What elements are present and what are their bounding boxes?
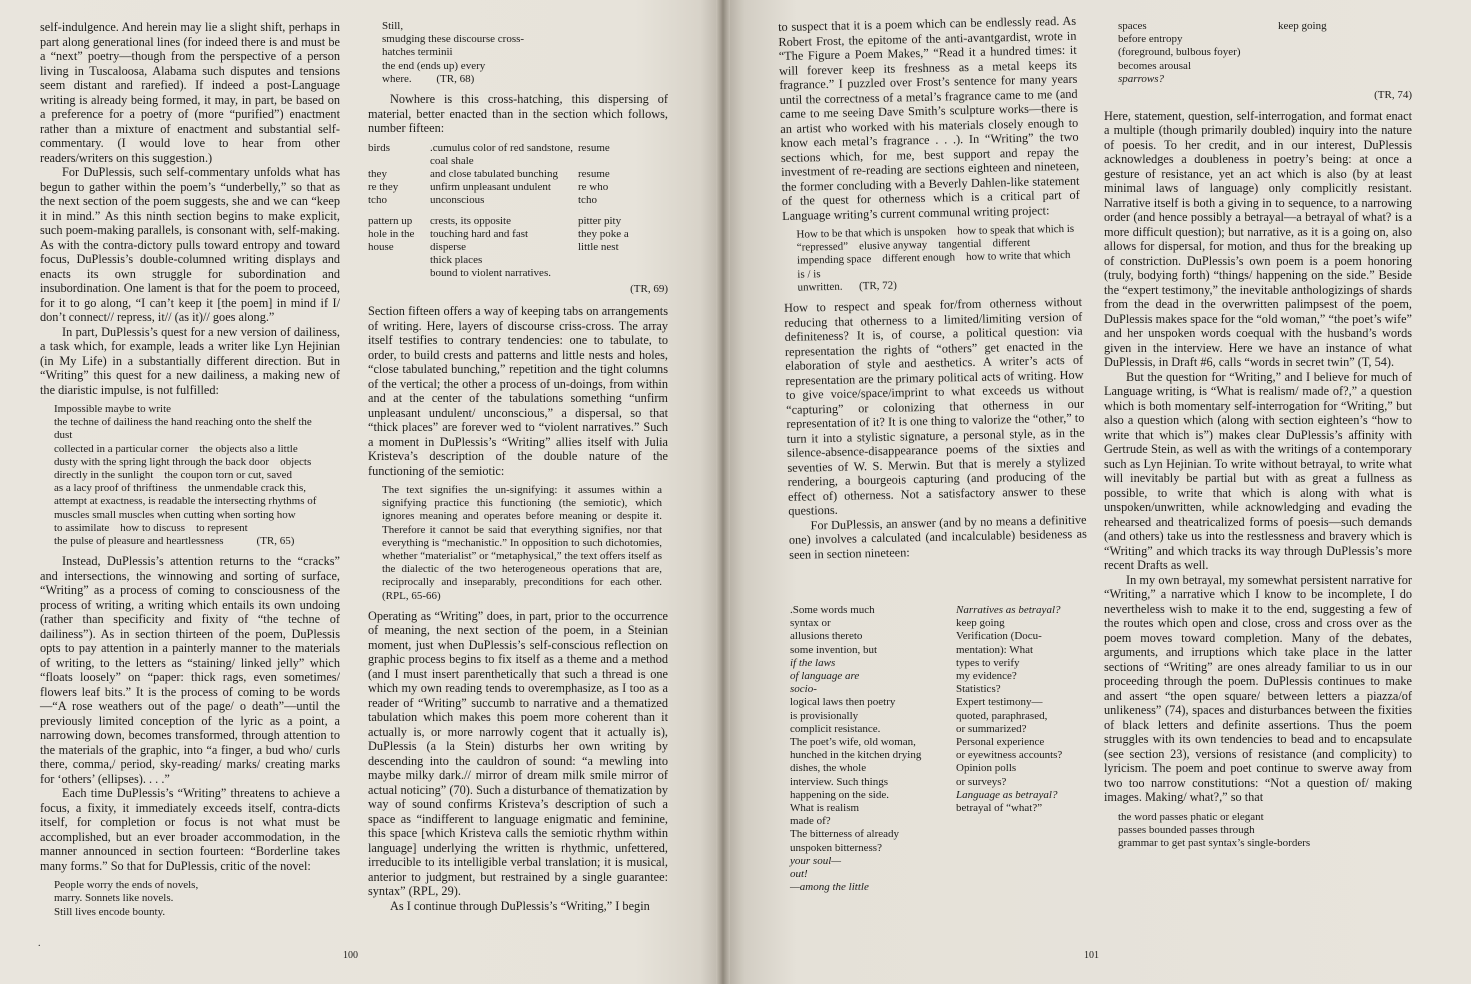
grid-cell: pattern up bbox=[368, 214, 413, 227]
poem-line: hunched in the kitchen drying bbox=[790, 749, 922, 762]
poem-line: or eyewitness accounts? bbox=[956, 749, 1063, 762]
poem-line: complicit resistance. bbox=[790, 722, 881, 735]
poem-line: to assimilate how to discuss to represent bbox=[54, 521, 248, 534]
poem-line: smudging these discourse cross- bbox=[382, 33, 525, 46]
poem-line: dusty with the spring light through the back door objects bbox=[54, 455, 312, 468]
poem-line: Narratives as betrayal? bbox=[956, 604, 1061, 616]
right-page-column-2 bbox=[1104, 20, 1412, 856]
poem-line: The bitterness of already bbox=[790, 828, 900, 841]
grid-cell bbox=[578, 267, 648, 280]
poem-line: (foreground, bulbous foyer) bbox=[1118, 46, 1241, 59]
poem-excerpt bbox=[1118, 811, 1412, 851]
poem-line: sparrows? bbox=[1118, 72, 1165, 85]
grid-cell: resume bbox=[578, 141, 610, 154]
poem-line: Impossible maybe to write bbox=[54, 403, 172, 415]
grid-cell: they bbox=[368, 167, 387, 180]
paragraph: How to respect and speak for/from otherness without reducing that otherness to a limited/limiting version of definiteness? It is, of course, a political question: via representation the rights of “others” get enacted in the elaboration of style and aesthetics. A writer’s acts of representation are the primary political acts of writing. How to give voice/space/imprint to what exceeds us without “capturing” or colonizing that otherness in our representation of it? It is one thing to valorize the “other,” to turn it into a stylistic signature, a personal style, as in the silence-absence-disappearance poems of the sixties and seventies of W. S. Merwin. But that is merely a stylized rendering, a bourgeois capturing (and producing of the effect of) otherness. Not a satisfactory answer to these questions. bbox=[783, 294, 1087, 518]
poem-excerpt bbox=[1118, 20, 1412, 86]
grid-cell: they poke a bbox=[578, 227, 629, 240]
poem-line: The poet’s wife, old woman, bbox=[790, 736, 916, 749]
poem-line: allusions thereto bbox=[790, 630, 863, 643]
citation: (TR, 74) bbox=[1374, 89, 1412, 102]
poem-line: attempt at exactness, is readable the intersecting rhythms of bbox=[54, 495, 317, 508]
grid-cell: house bbox=[368, 240, 394, 253]
poem-line: happening on the side. bbox=[790, 788, 889, 801]
page-number: 101 bbox=[1084, 950, 1099, 961]
poem-line: syntax or bbox=[790, 617, 831, 630]
poem-line: Verification (Docu- bbox=[956, 630, 1042, 643]
grid-cell bbox=[368, 267, 430, 280]
poem-line: is / is bbox=[797, 267, 821, 281]
grid-cell: re who bbox=[578, 180, 609, 193]
poem-line: socio- bbox=[790, 683, 817, 696]
poem-line: the word passes phatic or elegant bbox=[1118, 810, 1264, 823]
grid-cell: bound to violent narratives. bbox=[430, 266, 551, 279]
poem-left-column bbox=[790, 604, 950, 894]
poem-line: dust bbox=[54, 429, 73, 442]
poem-excerpt bbox=[54, 879, 340, 919]
grid-cell: unconscious bbox=[430, 193, 485, 206]
grid-cell: resume bbox=[578, 167, 610, 180]
grid-cell: tcho bbox=[578, 193, 597, 206]
poem-line: “repressed” elusive anyway tangential different bbox=[796, 236, 1031, 254]
poem-line: marry. Sonnets like novels. bbox=[54, 892, 174, 905]
paragraph: As I continue through DuPlessis’s “Writing,” I begin bbox=[390, 898, 650, 913]
poem-line: out! bbox=[790, 868, 808, 881]
poem-line: betrayal of “what?” bbox=[956, 802, 1043, 815]
page-number: 100 bbox=[343, 950, 358, 961]
poem-line: How to be that which is unspoken how to speak that which is bbox=[796, 222, 1075, 241]
paragraph: Here, statement, question, self-interrogation, and format enact a multiple (though primarily doubled) inquiry into the nature of poesis. To her credit, and in our interest, DuPlessis acknowledges a doubleness in poetry’s being: at once a gesture of resistance, yet an act which is also (by at least minimal laws of language) only complicitly resistant. Narrative itself is both a giving in to sequence, to a narrowing order (and hence possibly a betrayal—a betrayal of what? is a more difficult question); but narrative, as it is a going on, also allows for dispersal, for motion, and thus for the breaking up of constriction. DuPlessis’s own poem is a poem honoring (truly, bodying forth) “things/ happening on the side.” Beside the “expert testimony,” the inevitable anthologizings of shards from the dead in the overwritten palimpsest of the poem, DuPlessis makes space for the “old woman,” “the poet’s wife” and her unspoken words coequal with the husband’s words given in the interview. Here we have an instance of what DuPlessis, in Draft #6, calls “words in secret twin” (T, 54). bbox=[1104, 108, 1412, 370]
grid-cell: .cumulus color of red sandstone, coal shale bbox=[430, 141, 573, 167]
grid-cell: touching hard and fast bbox=[430, 227, 529, 240]
poem-line: collected in a particular corner the objects also a little bbox=[54, 442, 298, 455]
poem-line: Statistics? bbox=[956, 683, 1001, 696]
poem-line: What is realism bbox=[790, 802, 860, 815]
poem-line: directly in the sunlight the coupon torn or cut, saved bbox=[54, 469, 292, 482]
paragraph: In part, DuPlessis’s quest for a new version of dailiness, a task which, for example, leads a writer like Lyn Hejinian (in My Life) in a substantially different direction. But in “Writing” this quest for a new dailiness, a making new of the diaristic impulse, is not fulfilled: bbox=[40, 324, 340, 397]
poem-right-column bbox=[956, 604, 1086, 894]
poem-line: types to verify bbox=[956, 656, 1020, 669]
poem-line: .Some words much bbox=[790, 604, 875, 616]
poem-line: Opinion polls bbox=[956, 762, 1017, 775]
poem-grid bbox=[368, 142, 668, 207]
poem-line: your soul— bbox=[790, 854, 842, 867]
book-gutter bbox=[716, 0, 730, 984]
grid-cell: disperse bbox=[430, 240, 467, 253]
poem-line: the techne of dailiness the hand reaching onto the shelf the bbox=[54, 416, 312, 429]
poem-line: the pulse of pleasure and heartlessness (TR, 65) bbox=[54, 535, 295, 548]
poem-line: some invention, but bbox=[790, 643, 878, 656]
poem-line: or summarized? bbox=[956, 722, 1027, 735]
poem-two-column bbox=[790, 604, 1090, 894]
paragraph: to suspect that it is a poem which can be endlessly read. As Robert Frost, the epitome of the anti-avantgardist, wrote in “The Figure a Poem Makes,” “Read it a hundred times: it will forever keep its freshness as a metal keeps its fragrance.” I puzzled over Frost’s sentence for many years until the correctness of a metal’s fragrance came to me (and came to me seeing Dave Smith’s sculpture works—there is an artist who worked with his materials closely enough to know each metal’s fragrance . . .). In “Writing” the two sections which, for me, best support and repay the investment of re-reading are sections eighteen and nineteen, the former concluding with a Beverly Dahlen-like statement of the quest for otherness which is a critical part of Language writing’s current communal writing project: bbox=[778, 13, 1080, 223]
poem-line: before entropy bbox=[1118, 33, 1183, 46]
poem-line: of language are bbox=[790, 670, 860, 683]
poem-line: muscles small muscles when cutting when sorting how bbox=[54, 508, 296, 521]
poem-line: unspoken bitterness? bbox=[790, 841, 882, 854]
grid-cell bbox=[578, 254, 648, 267]
poem-grid bbox=[368, 215, 668, 280]
grid-cell: unfirm unpleasant undulent bbox=[430, 180, 551, 193]
poem-line: if the laws bbox=[790, 656, 836, 669]
paragraph: Section fifteen offers a way of keeping tabs on arrangements of writing. Here, layers of discourse criss-cross. The array itself testifies to contrary tendencies: one to tabulate, to order, to build crests and patterns and little nests and holes, “close tabulated bunching,” repetition and the tight columns of the vertical; the other a process of un-doings, from within and at the center of the tabulations something “unfirm unpleasant undulent/ unconscious,” a dispersal, so that “thick places” are forever wed to “violent narratives.” Such a moment in DuPlessis’s “Writing” allies itself with Julia Kristeva’s description of the double nature of the functioning of the semiotic: bbox=[368, 304, 668, 478]
poem-line: Still, bbox=[382, 20, 404, 32]
grid-cell: little nest bbox=[578, 240, 619, 253]
corner-mark: . bbox=[38, 938, 41, 949]
poem-line: or surveys? bbox=[956, 775, 1007, 788]
left-page-column-2 bbox=[368, 20, 668, 913]
grid-cell: re they bbox=[368, 180, 399, 193]
poem-line: unwritten. (TR, 72) bbox=[797, 279, 898, 294]
grid-cell bbox=[368, 254, 430, 267]
poem-line: dishes, the whole bbox=[790, 762, 867, 775]
grid-cell: birds bbox=[368, 141, 390, 154]
poem-line: People worry the ends of novels, bbox=[54, 879, 199, 892]
poem-line: my evidence? bbox=[956, 670, 1017, 683]
poem-excerpt bbox=[796, 223, 1081, 295]
poem-line: is provisionally bbox=[790, 709, 859, 722]
paragraph: In my own betrayal, my somewhat persistent narrative for “Writing,” a narrative which I know to be incomplete, I do nevertheless wish to make it to the end, suggesting a few of the routes which open and close, cross and cross over as the poem moves toward completion. Many of the debates, arguments, and irruptions which take place in the latter sections of “Writing” are ones already familiar to us in our proceeding through the poem. DuPlessis continues to make and assert “the open square/ between letters a piazza/of unlikeness” (74), spaces and disturbances between the fixities of black letters and definite assertions. Thus the poem struggles with its own tendencies to bead and to encapsulate (see section 23), versions of resistance (and complicity) to lyricism. The poem and poet continue to swerve away from two too narrow constitutions: “Not a question of/ making images. Making/ what?,” so that bbox=[1104, 572, 1412, 805]
poem-line: spaces bbox=[1118, 20, 1147, 32]
poem-line: Personal experience bbox=[956, 736, 1045, 749]
poem-line: Expert testimony— bbox=[956, 696, 1043, 709]
poem-excerpt bbox=[54, 403, 340, 548]
poem-line: made of? bbox=[790, 815, 831, 828]
grid-cell: and close tabulated bunching bbox=[430, 167, 558, 180]
right-page-column-1 bbox=[778, 14, 1087, 562]
paragraph: For DuPlessis, such self-commentary unfolds what has begun to gather within the poem’s “underbelly,” so that as the next section of the poem suggests, she and we can “keep it in mind.” As this ninth section begins to make explicit, such poem-making parallels, is consonant with, self-making. As with the contra-dictory pulls toward entropy and toward focus, DuPlessis’s double-columned writing displays and enacts its own struggle for subordination and insubordination. One lament is that for the poem to proceed, for it to go along, “I can’t keep it [the poem] in mind if I/ don’t connect// repress, it// (as it)// goes along.” bbox=[40, 165, 340, 324]
left-page-column-1 bbox=[40, 20, 340, 925]
block-quote: The text signifies the un-signifying: it assumes within a signifying practice this functioning (the semiotic), which ignores meaning and operates before meaning or despite it. Therefore it cannot be said that everything signifies, nor that everything is “mechanistic.” In opposition to such dichotomies, whether “materialist” or “metaphysical,” the text offers itself as the dialectic of the two heterogeneous operations that are, reciprocally and inseparably, preconditions for each other. (RPL, 65-66) bbox=[382, 484, 662, 602]
grid-cell: tcho bbox=[368, 193, 387, 206]
poem-line: grammar to get past syntax’s single-borders bbox=[1118, 836, 1311, 849]
poem-line: impending space different enough how to write that which bbox=[796, 249, 1071, 268]
poem-line: hatches terminii bbox=[382, 46, 453, 59]
paragraph: But the question for “Writing,” and I believe for much of Language writing, is “What is realism/ made of?,” a question which is both momentary self-interrogation for “Writing,” but also a question which (along with section eighteen’s “how to write that which is”) makes clear DuPlessis’s affinity with Gertrude Stein, as well as with the writings of a contemporary such as Lyn Hejinian. To write without betrayal, to write what will inevitably be partial but with as great a fullness as possible, to write that which is along with what is unspoken/unwritten, while acknowledging and evading the rehearsed and theatricalized forms of poesis—such demands (and others) take us into the restlessness and bravery which is “Writing” and which tracks its way through DuPlessis’s more recent Drafts as well. bbox=[1104, 369, 1412, 573]
poem-line: as a lacy proof of thriftiness the unmendable crack this, bbox=[54, 482, 307, 495]
poem-line: mentation): What bbox=[956, 643, 1034, 656]
citation: (TR, 69) bbox=[630, 282, 668, 295]
grid-cell: crests, its opposite bbox=[430, 214, 511, 227]
poem-line: keep going bbox=[1278, 20, 1327, 32]
paragraph: For DuPlessis, an answer (and by no means a definitive one) involves a calculated (and incalculable) besideness as seen in section nineteen: bbox=[788, 512, 1087, 562]
paragraph: Nowhere is this cross-hatching, this dispersing of material, better enacted than in the section which follows, number fifteen: bbox=[368, 92, 668, 136]
poem-line: —among the little bbox=[790, 881, 869, 894]
paragraph: Operating as “Writing” does, in part, prior to the occurrence of meaning, the next section of the poem, in a Steinian moment, just when DuPlessis’s self-conscious reflection on graphic process begins to fix itself as a theme and a method (and I must insert parenthetically that such a thread is one which my own reading tends to overemphasize, as I too as a reader of “Writing” succumb to narrative and a thematized tabulation which makes this poem more coherent than it actually is, or more narrowly cogent that it actually is), DuPlessis (a la Stein) disturbs her own writing by descending into the cauldron of sound: “a mewling into maybe milky dark.// mirror of dream milk smile mirror of actual noticing” (70). Such a disturbance of thematization by way of sound confirms Kristeva’s description of such a space as “indifferent to language enigmatic and feminine, this space [which Kristeva calls the semiotic rhythm within language] underlying the written is rhythmic, unfettered, irreducible to its intelligible verbal translation; it is musical, anterior to judgment, but restrained by a single guarantee: syntax” (RPL, 29). bbox=[368, 608, 668, 899]
grid-cell: thick places bbox=[430, 253, 483, 266]
poem-line: interview. Such things bbox=[790, 775, 888, 788]
grid-cell: hole in the bbox=[368, 227, 415, 240]
poem-line: quoted, paraphrased, bbox=[956, 709, 1048, 722]
poem-line: Still lives encode bounty. bbox=[54, 905, 166, 918]
poem-line: passes bounded passes through bbox=[1118, 823, 1255, 836]
poem-excerpt bbox=[382, 20, 668, 86]
paragraph: Instead, DuPlessis’s attention returns to the “cracks” and intersections, the winnowing and sorting of surface, “Writing” as a process of coming to consciousness of the process of writing, a writing which entails its own undoing (rather than specificity and fixity of “the techne of dailiness”). As in section thirteen of the poem, DuPlessis opts to pay attention in a painterly manner to the materials of writing, to the letters as “staining/ linked jelly” which “floats loosely” on “paper: thick rags, even sometimes/ flowers leaf bits.” It is the process of coming to be words—“A rose weathers out of the page/ o death”—until the previously limited conception of the lyric as a point, a narrowing down, becomes transformed, through attention to the materials of the graphic, into “a finger, a bud who/ curls there, comma,/ period, sky-reading/ marks/ creating marks for ‘others’ (ellipses). . . .” bbox=[40, 554, 340, 786]
poem-line: keep going bbox=[956, 617, 1005, 630]
paragraph: Each time DuPlessis’s “Writing” threatens to achieve a focus, a fixity, it immediately exceeds itself, contra-dicts itself, for completion or focus is not what must be accomplished, but an ever broader accommodation, in the manner announced in section fourteen: “Borderline takes many forms.” So that for DuPlessis, critic of the novel: bbox=[40, 786, 340, 873]
poem-line: where. (TR, 68) bbox=[382, 72, 475, 85]
poem-line: the end (ends up) every bbox=[382, 59, 486, 72]
paragraph: self-indulgence. And herein may lie a slight shift, perhaps in part along generational lines (for indeed there is and must be a “next” poetry—though from the perspective of a person living in Tuscaloosa, Alabama such disputes and tensions seem distant and rarefied). If indeed a post-Language writing is already being formed, it may, in part, be based on a preference for a poetry of (more “purified”) enactment rather than a mixture of enactment and substantial self-commentary. (I would love to hear from other readers/writers on this suggestion.) bbox=[40, 20, 340, 165]
poem-line: becomes arousal bbox=[1118, 59, 1191, 72]
left-page bbox=[0, 0, 722, 984]
poem-line: Language as betrayal? bbox=[956, 788, 1058, 801]
poem-left-column bbox=[1118, 20, 1278, 86]
poem-line: logical laws then poetry bbox=[790, 696, 896, 709]
grid-cell: pitter pity bbox=[578, 214, 622, 227]
